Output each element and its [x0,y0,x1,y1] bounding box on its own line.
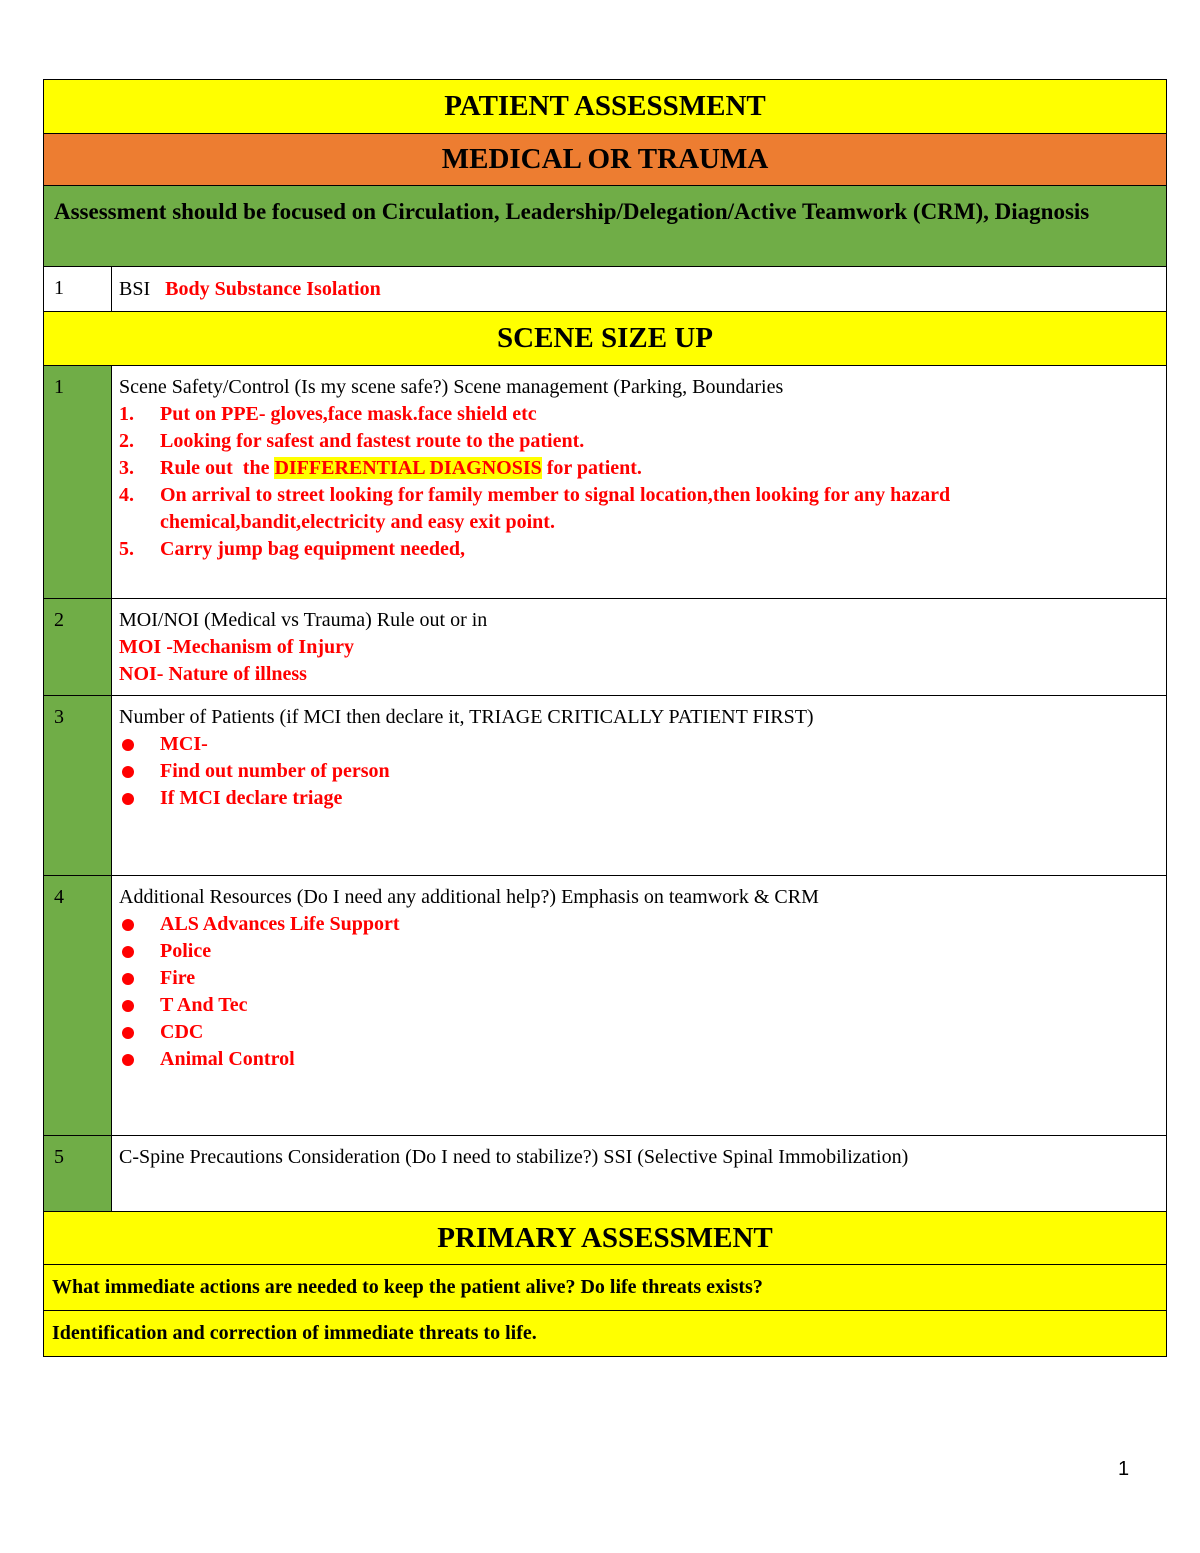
list-item: 2. Looking for safest and fastest route to the patient. [119,430,585,452]
scene-row-text: MOI/NOI (Medical vs Trauma) Rule out or in [119,609,488,631]
primary-line-2: Identification and correction of immediate threats to life. [44,1311,1167,1357]
scene-size-up-banner [44,312,1167,366]
list-item: 5. Carry jump bag equipment needed, [119,538,466,560]
scene-row [112,696,1167,876]
bsi-number: 1 [44,267,112,312]
title-banner [44,80,1167,134]
bullet-icon [122,946,134,958]
focus-text: Assessment should be focused on Circulation, Leadership/Delegation/Active Teamwork (CRM), Diagnosis [54,199,1090,224]
list-item: Police [119,938,1158,965]
primary-line-1: What immediate actions are needed to keep the patient alive? Do life threats exists? [44,1265,1167,1311]
scene-row-text: Additional Resources (Do I need any additional help?) Emphasis on teamwork & CRM [119,886,819,908]
scene-size-up-title: SCENE SIZE UP [497,322,713,354]
scene-row-number: 3 [44,696,112,876]
bsi-label: BSI [119,278,151,300]
list-item: 1. Put on PPE- gloves,face mask.face shield etc [119,403,537,425]
page-title: PATIENT ASSESSMENT [444,90,766,122]
scene-row-number: 2 [44,599,112,696]
bullet-icon [122,919,134,931]
subtitle-banner [44,134,1167,186]
scene-row [112,1136,1167,1212]
list-item: MCI- [119,731,1158,758]
noi-line: NOI- Nature of illness [119,663,307,685]
list-item: T And Tec [119,992,1158,1019]
bsi-cell [112,267,1167,312]
bullet-icon [122,793,134,805]
primary-assessment-banner [44,1212,1167,1265]
list-item: If MCI declare triage [119,785,1158,812]
bullet-icon [122,1027,134,1039]
primary-assessment-title: PRIMARY ASSESSMENT [437,1221,773,1254]
page-number: 1 [1118,1458,1130,1480]
list-item: Fire [119,965,1158,992]
focus-banner [44,186,1167,267]
resources-list [119,911,1158,1073]
scene-safety-list [119,401,1158,563]
scene-row [112,876,1167,1136]
list-item: Animal Control [119,1046,1158,1073]
list-item: 4. On arrival to street looking for family member to signal location,then looking for any hazard chemical,bandit,electricity and easy exit point. [119,484,951,533]
bullet-icon [122,1000,134,1012]
scene-row-number: 1 [44,366,112,599]
list-item: ALS Advances Life Support [119,911,1158,938]
list-item: Find out number of person [119,758,1158,785]
scene-row-text: Number of Patients (if MCI then declare it, TRIAGE CRITICALLY PATIENT FIRST) [119,706,814,728]
highlighted-text: DIFFERENTIAL DIAGNOSIS [274,457,542,479]
scene-row-text: Scene Safety/Control (Is my scene safe?) Scene management (Parking, Boundaries [119,376,784,398]
bsi-detail: Body Substance Isolation [165,278,381,300]
list-item: CDC [119,1019,1158,1046]
bullet-icon [122,1054,134,1066]
bullet-icon [122,739,134,751]
list-item: 3. Rule out the DIFFERENTIAL DIAGNOSIS for patient. [119,457,642,479]
scene-row-text: C-Spine Precautions Consideration (Do I need to stabilize?) SSI (Selective Spinal Immobilization) [119,1146,909,1168]
scene-row [112,599,1167,696]
page-subtitle: MEDICAL OR TRAUMA [441,143,769,175]
moi-line: MOI -Mechanism of Injury [119,636,354,658]
patients-list [119,731,1158,812]
scene-row [112,366,1167,599]
scene-row-number: 5 [44,1136,112,1212]
bullet-icon [122,973,134,985]
assessment-table [43,79,1167,1357]
bullet-icon [122,766,134,778]
scene-row-number: 4 [44,876,112,1136]
